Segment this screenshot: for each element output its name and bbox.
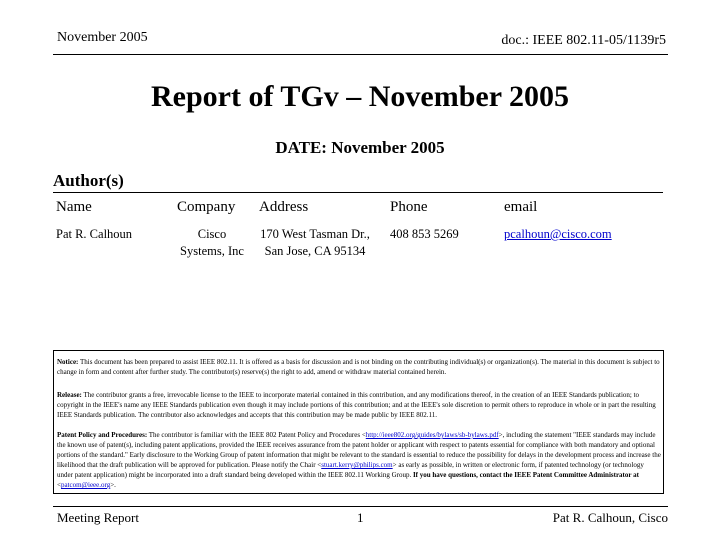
author-address xyxy=(250,226,380,260)
patcom-email-link[interactable]: patcom@ieee.org xyxy=(60,481,111,489)
patent-contact-text: If you have questions, contact the IEEE Patent Committee Administrator at xyxy=(412,471,639,479)
release-paragraph xyxy=(57,390,661,420)
author-address-line2: San Jose, CA 95134 xyxy=(264,244,366,258)
release-text: The contributor grants a free, irrevocable license to the IEEE to incorporate material contained in this contribution, and any modifications thereof, in the creation of an IEEE Standards publication; to copyright in the IEEE's name any IEEE Standards publication even though it may include portions of this contribution; and at the IEEE's sole discretion to permit others to reproduce in whole or in part the resulting IEEE Standards publication. The contributor also acknowledges and accepts that this contribution may be made public by IEEE 802.11. xyxy=(57,391,656,419)
page-title: Report of TGv – November 2005 xyxy=(150,80,569,113)
author-company-line2: Systems, Inc xyxy=(180,244,244,258)
patent-policy-label: Patent Policy and Procedures: xyxy=(57,431,148,439)
release-label: Release: xyxy=(57,391,82,399)
column-header-phone: Phone xyxy=(390,199,428,215)
patent-policy-text-b: >, including the statement "IEEE standards may include the known use of patent(s), including patent applications, provided the IEEE receives assurance from the patent holder or applicant with respect to patents essential for compliance with both mandatory and optional portions of the standard." Early disclosure to the Working Group of patent information that might be relevant to the standard is essential to reduce the possibility for delays in the development process and increase the likelihood that the draft publication will be approved for publication. Please notify the Chair < xyxy=(57,431,661,469)
author-company xyxy=(166,226,258,260)
page-number: 1 xyxy=(357,510,364,525)
patent-policy-text-e: >. xyxy=(110,481,116,489)
column-header-address: Address xyxy=(259,199,309,215)
notice-paragraph xyxy=(57,357,661,377)
patent-policy-text-c: > as early as possible, in written or electronic form, if patented technology (or technology under patent application) might be incorporated into a draft standard being developed within the IEEE 802.11 Working Group. xyxy=(57,461,644,479)
authors-table-divider xyxy=(53,192,663,193)
footer-right: Pat R. Calhoun, Cisco xyxy=(552,510,668,525)
column-header-name: Name xyxy=(56,199,92,215)
patent-policy-text-d: < xyxy=(57,481,61,489)
header-divider xyxy=(53,54,668,55)
authors-heading: Author(s) xyxy=(53,171,124,190)
column-header-company: Company xyxy=(177,199,236,215)
author-name: Pat R. Calhoun xyxy=(56,227,133,241)
footer-divider xyxy=(53,506,668,507)
column-header-email: email xyxy=(504,199,538,215)
notice-label: Notice: xyxy=(57,358,79,366)
author-company-line1: Cisco xyxy=(197,227,227,241)
header-doc-id: doc.: IEEE 802.11-05/1139r5 xyxy=(501,33,666,48)
footer-left: Meeting Report xyxy=(57,510,139,525)
author-email-link[interactable]: pcalhoun@cisco.com xyxy=(504,227,612,241)
author-address-line1: 170 West Tasman Dr., xyxy=(260,227,370,241)
author-phone: 408 853 5269 xyxy=(390,227,459,241)
header-date: November 2005 xyxy=(57,30,148,45)
patent-policy-text-a: The contributor is familiar with the IEEE 802 Patent Policy and Procedures < xyxy=(148,431,366,439)
chair-email-link[interactable]: stuart.kerry@philips.com xyxy=(321,461,393,469)
document-date: DATE: November 2005 xyxy=(275,138,445,157)
bylaws-link[interactable]: http://ieee802.org/guides/bylaws/sb-bylaws.pdf xyxy=(365,431,499,439)
notice-text: This document has been prepared to assist IEEE 802.11. It is offered as a basis for discussion and is not binding on the contributing individual(s) or organization(s). The material in this document is subject to change in form and content after further study. The contributor(s) reserve(s) the right to add, amend or withdraw material contained herein. xyxy=(57,358,660,376)
patent-policy-paragraph xyxy=(57,430,661,490)
